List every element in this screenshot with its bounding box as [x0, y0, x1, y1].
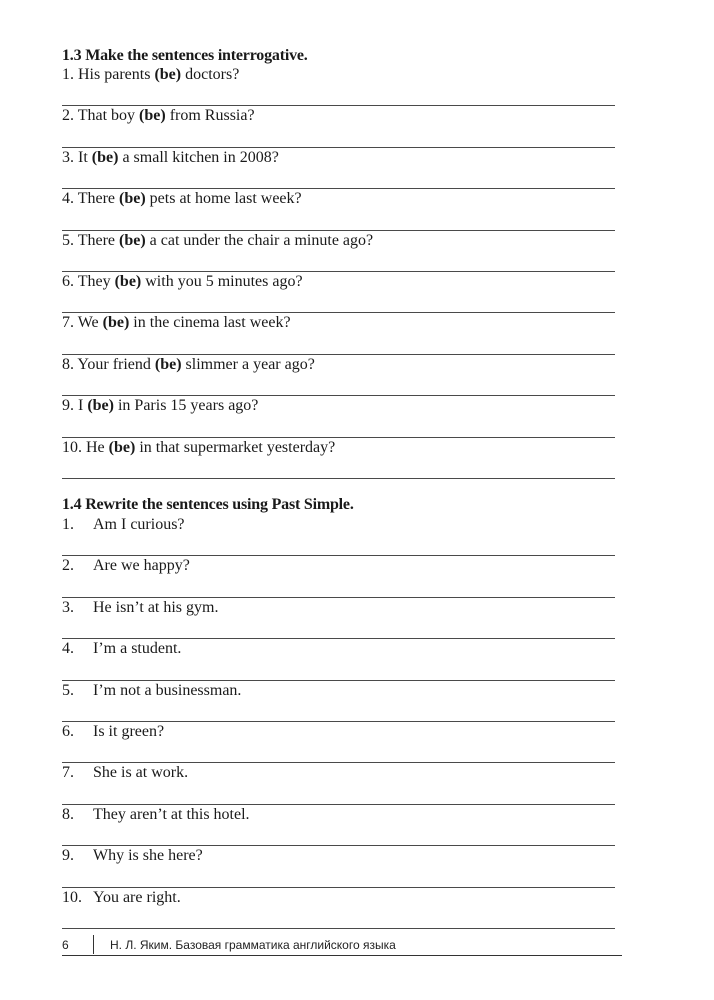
item-text: 1. Am I curious?: [62, 516, 185, 533]
answer-line[interactable]: [62, 271, 615, 272]
answer-line[interactable]: [62, 887, 615, 888]
item-text: 6. They (be) with you 5 minutes ago?: [62, 273, 303, 290]
item-text: 5. There (be) a cat under the chair a minute ago?: [62, 231, 374, 249]
item-text: 2. Are we happy?: [62, 557, 190, 575]
item-text: 4. There (be) pets at home last week?: [62, 190, 302, 208]
page-number: 6: [62, 938, 69, 952]
item-text: 1. His parents (be) doctors?: [62, 66, 240, 83]
answer-line[interactable]: [62, 845, 615, 846]
answer-line[interactable]: [62, 147, 615, 148]
item-text: 10. He (be) in that supermarket yesterday?: [62, 438, 336, 456]
item-text: 10. You are right.: [62, 888, 181, 906]
answer-line[interactable]: [62, 188, 615, 189]
exercise-item: [62, 807, 615, 848]
item-text: 2. That boy (be) from Russia?: [62, 107, 255, 125]
item-text: 4. I’m a student.: [62, 640, 182, 658]
answer-line[interactable]: [62, 928, 615, 929]
exercise-item: [62, 765, 615, 806]
exercise-item: [62, 108, 615, 149]
answer-line[interactable]: [62, 721, 615, 722]
item-text: 9. Why is she here?: [62, 847, 203, 865]
answer-line[interactable]: [62, 680, 615, 681]
exercise-item: [62, 233, 615, 274]
answer-line[interactable]: [62, 105, 615, 106]
footer-divider: [93, 935, 94, 954]
exercise-item: [62, 890, 615, 931]
exercise-item: [62, 357, 615, 398]
item-text: 5. I’m not a businessman.: [62, 681, 242, 699]
answer-line[interactable]: [62, 230, 615, 231]
answer-line[interactable]: [62, 478, 615, 479]
answer-line[interactable]: [62, 762, 615, 763]
exercise-item: [62, 67, 615, 108]
answer-line[interactable]: [62, 555, 615, 556]
page-footer: [62, 935, 622, 956]
exercise-item: [62, 558, 615, 599]
exercise-item: [62, 191, 615, 232]
item-text: 9. I (be) in Paris 15 years ago?: [62, 397, 259, 415]
item-text: 7. She is at work.: [62, 764, 189, 782]
item-text: 6. Is it green?: [62, 723, 165, 740]
item-text: 3. He isn’t at his gym.: [62, 598, 219, 616]
answer-line[interactable]: [62, 804, 615, 805]
exercise-item: [62, 683, 615, 724]
answer-line[interactable]: [62, 597, 615, 598]
section-title: 1.3 Make the sentences interrogative.: [62, 47, 308, 64]
exercise-item: [62, 440, 615, 481]
answer-line[interactable]: [62, 395, 615, 396]
exercise-item: [62, 848, 615, 889]
exercise-item: [62, 600, 615, 641]
exercise-item: [62, 274, 615, 315]
answer-line[interactable]: [62, 312, 615, 313]
item-text: 8. They aren’t at this hotel.: [62, 805, 250, 823]
answer-line[interactable]: [62, 638, 615, 639]
answer-line[interactable]: [62, 354, 615, 355]
exercise-item: [62, 724, 615, 765]
exercise-item: [62, 150, 615, 191]
exercise-item: [62, 641, 615, 682]
exercise-item: [62, 398, 615, 439]
item-text: 3. It (be) a small kitchen in 2008?: [62, 148, 279, 166]
item-text: 7. We (be) in the cinema last week?: [62, 314, 291, 332]
exercise-item: [62, 517, 615, 558]
item-text: 8. Your friend (be) slimmer a year ago?: [62, 355, 315, 373]
exercise-item: [62, 315, 615, 356]
footer-caption: Н. Л. Яким. Базовая грамматика английского языка: [110, 938, 396, 952]
section-title: 1.4 Rewrite the sentences using Past Simple.: [62, 496, 354, 513]
answer-line[interactable]: [62, 437, 615, 438]
